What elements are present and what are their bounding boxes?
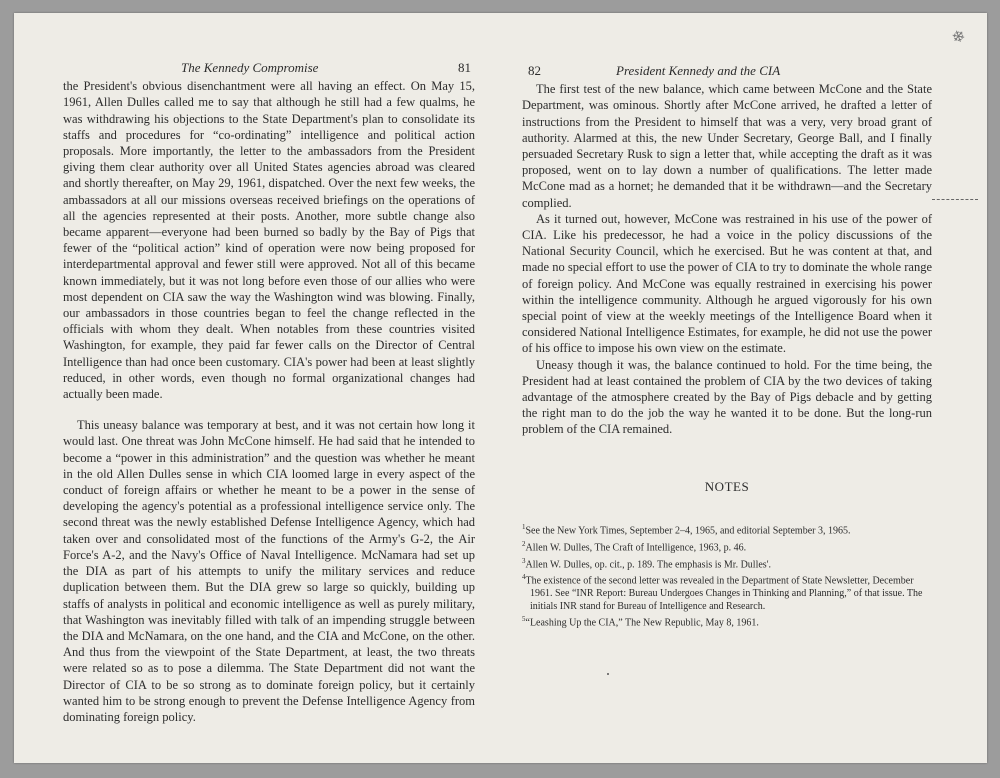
note-number: 3	[522, 556, 526, 565]
note-item	[522, 613, 932, 630]
note-number: 4	[522, 573, 526, 582]
left-page-number: 81	[458, 60, 471, 75]
right-page	[522, 63, 932, 630]
left-paragraph-2: This uneasy balance was temporary at best, and it was not certain how long it would last. One threat was John McCone himself. He had said that he intended to become a “power in this administration” and the question was whether he meant in the old Allen Dulles sense in which CIA loomed large in every aspect of the conduct of foreign affairs or whether he meant to be a power in the sense of developing the agency's potential as a professional intelligence service only. The second threat was the newly established Defense Intelligence Agency, which had taken over and consolidated most of the functions of the Army's G-2, the Air Force's A-2, and the Navy's Office of Naval Intelligence. McNamara had set up the DIA as part of his attempts to unify the military services and reduce duplication between them. But the DIA grew so large so quickly, building up staffs of analysts in political and economic intelligence as well as purely military, that Washington was inevitably filled with talk of an impending struggle between the DIA and McNamara, on the one hand, and the CIA and McCone, on the other. And thus from the viewpoint of the State Department, at least, the two threats were related so as to pose a dilemma. The State Department did not want the Director of CIA to be so strong as to dominate foreign policy, but it certainly wanted him to be strong enough to prevent the Defense Intelligence Agency from dominating foreign policy.	[63, 418, 475, 724]
note-text: The existence of the second letter was revealed in the Department of State Newsletter, December 1961. See “INR Report: Bureau Undergoes Changes in Thinking and Planning,” of that issue. The initials INR stand for Bureau of Intelligence and Research.	[525, 575, 923, 612]
right-header-title: President Kennedy and the CIA	[616, 63, 781, 78]
right-paragraph-3: Uneasy though it was, the balance continued to hold. For the time being, the President had at least contained the problem of CIA by the two devices of taking advantage of the atmosphere created by the Bay of Pigs debacle and by getting the right man to do the job the way he wanted it to be done. But the long-run problem of the CIA remained.	[522, 357, 932, 437]
right-page-number: 82	[528, 63, 541, 78]
left-paragraph-1: the President's obvious disenchantment were all having an effect. On May 15, 1961, Allen Dulles called me to say that although he still had a few qualms, he was withdrawing his objections to the State Department's plan to consolidate its staffs and procedures for “co-ordinating” intelligence and political action proposals. More importantly, the letter to the ambassadors from the President giving them clear authority over all United States agencies abroad was cleared and shortly thereafter, on May 29, 1961, dispatched. Over the next few weeks, the ambassadors at all our missions overseas received briefings on the operations of all the agencies represented at their posts. Another, more subtle change also became apparent—everyone had been burned so badly by the Bay of Pigs that fewer of the “political action” kind of operation were now being proposed for interdepartmental approval and fewer still were approved. Not all of this became known immediately, but it was not long before even those of our allies who were most dependent on CIA saw the way the Washington wind was blowing. Finally, our ambassadors in those countries began to feel the change reflected in the officials with whom they dealt. When notables from these countries visited Washington, for example, they paid far fewer calls on the Director of Central Intelligence than had once been customary. CIA's power had been at least slightly reduced, in other words, even though no formal organizational changes had actually been made.	[63, 79, 475, 402]
left-page	[63, 60, 475, 725]
left-running-head	[63, 60, 475, 76]
note-item	[522, 521, 932, 538]
note-item	[522, 538, 932, 555]
notes-heading: NOTES	[704, 478, 750, 494]
corner-mark-icon: ❄	[949, 27, 968, 48]
note-item	[522, 571, 932, 613]
margin-dash-mark	[932, 199, 978, 200]
document-sheet	[14, 13, 987, 763]
right-running-head	[522, 63, 932, 79]
right-paragraph-1: The first test of the new balance, which came between McCone and the State Department, was ominous. Shortly after McCone arrived, he drafted a letter of instructions from the President to himself that was a very, very broad grant of authority. Alarmed at this, the new Under Secretary, George Ball, and I finally persuaded Secretary Rusk to sign a letter that, while accepting the draft as it was proposed, went on to lay down a number of qualifications. The letter made McCone mad as a hornet; he demanded that it be withdrawn—and the Secretary complied.	[522, 82, 932, 210]
left-header-title: The Kennedy Compromise	[181, 60, 319, 75]
note-text: Allen W. Dulles, The Craft of Intelligence, 1963, p. 46.	[525, 542, 747, 554]
right-paragraph-2: As it turned out, however, McCone was restrained in his use of the power of CIA. Like his predecessor, he had a voice in the policy discussions of the National Security Council, which he exercised. But he was content at that, and made no special effort to use the power of CIA to try to dominate the whole range of foreign policy. And McCone was equally restrained in exercising his power within the intelligence community. Although he argued vigorously for his own special point of view at the weekly meetings of the Intelligence Board when it considered National Intelligence Estimates, for example, he did not use the power of his office to impose his own view on the estimate.	[522, 211, 932, 356]
note-number: 1	[522, 522, 526, 531]
note-number: 5	[522, 615, 526, 624]
stray-dot-mark	[607, 673, 609, 675]
note-number: 2	[522, 539, 526, 548]
note-item	[522, 555, 932, 572]
note-text: Allen W. Dulles, op. cit., p. 189. The emphasis is Mr. Dulles'.	[525, 558, 771, 570]
note-text: “Leashing Up the CIA,” The New Republic, May 8, 1961.	[525, 617, 759, 629]
notes-list	[522, 521, 932, 630]
note-text: See the New York Times, September 2–4, 1965, and editorial September 3, 1965.	[525, 525, 851, 537]
